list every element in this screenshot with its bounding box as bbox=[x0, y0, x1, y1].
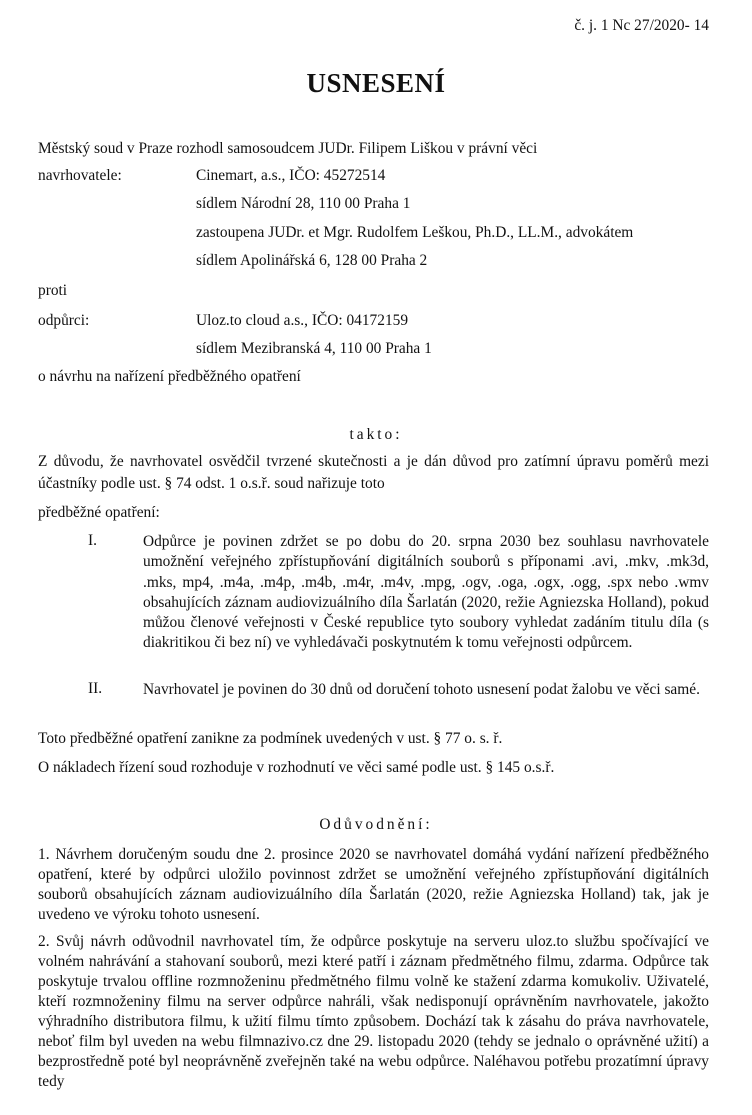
document-title: USNESENÍ bbox=[306, 68, 446, 98]
petitioner-counsel: zastoupena JUDr. et Mgr. Rudolfem Leškou, Ph.D., LL.M., advokátem bbox=[196, 224, 634, 241]
reasoning-heading: Odůvodnění: bbox=[319, 816, 433, 833]
respondent-label: odpůrci: bbox=[38, 312, 90, 329]
petitioner-name: Cinemart, a.s., IČO: 45272514 bbox=[196, 167, 386, 184]
costs-text: O nákladech řízení soud rozhoduje v rozhodnutí ve věci samé podle ust. § 145 o.s.ř. bbox=[38, 759, 555, 776]
item-number: I. bbox=[88, 532, 97, 549]
item-text: Navrhovatel je povinen do 30 dnů od doručení tohoto usnesení podat žalobu ve věci samé. bbox=[143, 681, 700, 698]
measure-label: předběžné opatření: bbox=[38, 504, 160, 521]
petitioner-address: sídlem Národní 28, 110 00 Praha 1 bbox=[196, 195, 411, 212]
takto-heading: takto: bbox=[349, 426, 403, 443]
reasoning-paragraph-2: 2. Svůj návrh odůvodnil navrhovatel tím, že odpůrce poskytuje na serveru uloz.to službu spočívající ve volném nahrávání a stahovaní souborů, mezi které patří i záznam předmětného filmu, zdarma. Odpůrce tak poskytuje trvalou offline rozmnoženinu předmětného filmu volně ke stažení zdarma komukoliv. Uživatelé, kteří rozmnoženiny filmu na server odpůrce nahráli, však nedisponují oprávněním navrhovatele, jakožto výhradního distributora filmu, k užití filmu tímto způsobem. Dochází tak k zásahu do práva navrhovatele, neboť film byl uveden na webu filmnazivo.cz dne 29. listopadu 2020 (tehdy se jednalo o oprávněné užití) a bezprostředně poté byl neoprávněně zveřejněn také na webu odpůrce. Naléhavou potřebu prozatímní úpravy tedy bbox=[38, 933, 709, 1090]
expiry-text: Toto předběžné opatření zanikne za podmínek uvedených v ust. § 77 o. s. ř. bbox=[38, 730, 503, 747]
item-number: II. bbox=[88, 680, 103, 697]
case-reference: č. j. 1 Nc 27/2020- 14 bbox=[574, 17, 709, 34]
counsel-address: sídlem Apolinářská 6, 128 00 Praha 2 bbox=[196, 252, 428, 269]
reasoning-paragraph-1: 1. Návrhem doručeným soudu dne 2. prosince 2020 se navrhovatel domáhá vydání nařízení předběžného opatření, které by odpůrci uložilo povinnost zdržet se umožnění veřejného zpřístupňování digitálních souborů obsahujících záznam audiovizuálního díla Šarlatán (2020, režie Agniezska Holland) tak, jak je uvedeno ve výroku tohoto usnesení. bbox=[38, 846, 709, 923]
subject-text: o návrhu na nařízení předběžného opatření bbox=[38, 368, 301, 385]
intro-text: Městský soud v Praze rozhodl samosoudcem JUDr. Filipem Liškou v právní věci bbox=[38, 140, 538, 157]
ruling-intro: Z důvodu, že navrhovatel osvědčil tvrzené skutečnosti a je dán důvod pro zatímní úpravu poměrů mezi účastníky podle ust. § 74 odst. 1 o.s.ř. soud nařizuje toto bbox=[38, 453, 709, 492]
petitioner-label: navrhovatele: bbox=[38, 167, 122, 184]
versus-text: proti bbox=[38, 282, 68, 299]
respondent-address: sídlem Mezibranská 4, 110 00 Praha 1 bbox=[196, 340, 432, 357]
respondent-name: Uloz.to cloud a.s., IČO: 04172159 bbox=[196, 312, 409, 329]
item-text: Odpůrce je povinen zdržet se po dobu do 20. srpna 2030 bez souhlasu navrhovatele umožnění veřejného zpřístupňování digitálních souborů s příponami .avi, .mkv, .mk3d, .mks, mp4, .m4a, .m4p, .m4b, .m4r, .m4v, .mpg, .ogv, .oga, .ogx, .ogg, .spx nebo .wmv obsahujících záznam audiovizuálního díla Šarlatán (2020, režie Agniezska Holland), pokud můžou členové veřejnosti v České republice tyto soubory vyhledat zadáním titulu díla (s diakritikou či bez ní) ve vyhledávači poskytnutém k tomu veřejnosti odpůrcem. bbox=[143, 533, 709, 652]
